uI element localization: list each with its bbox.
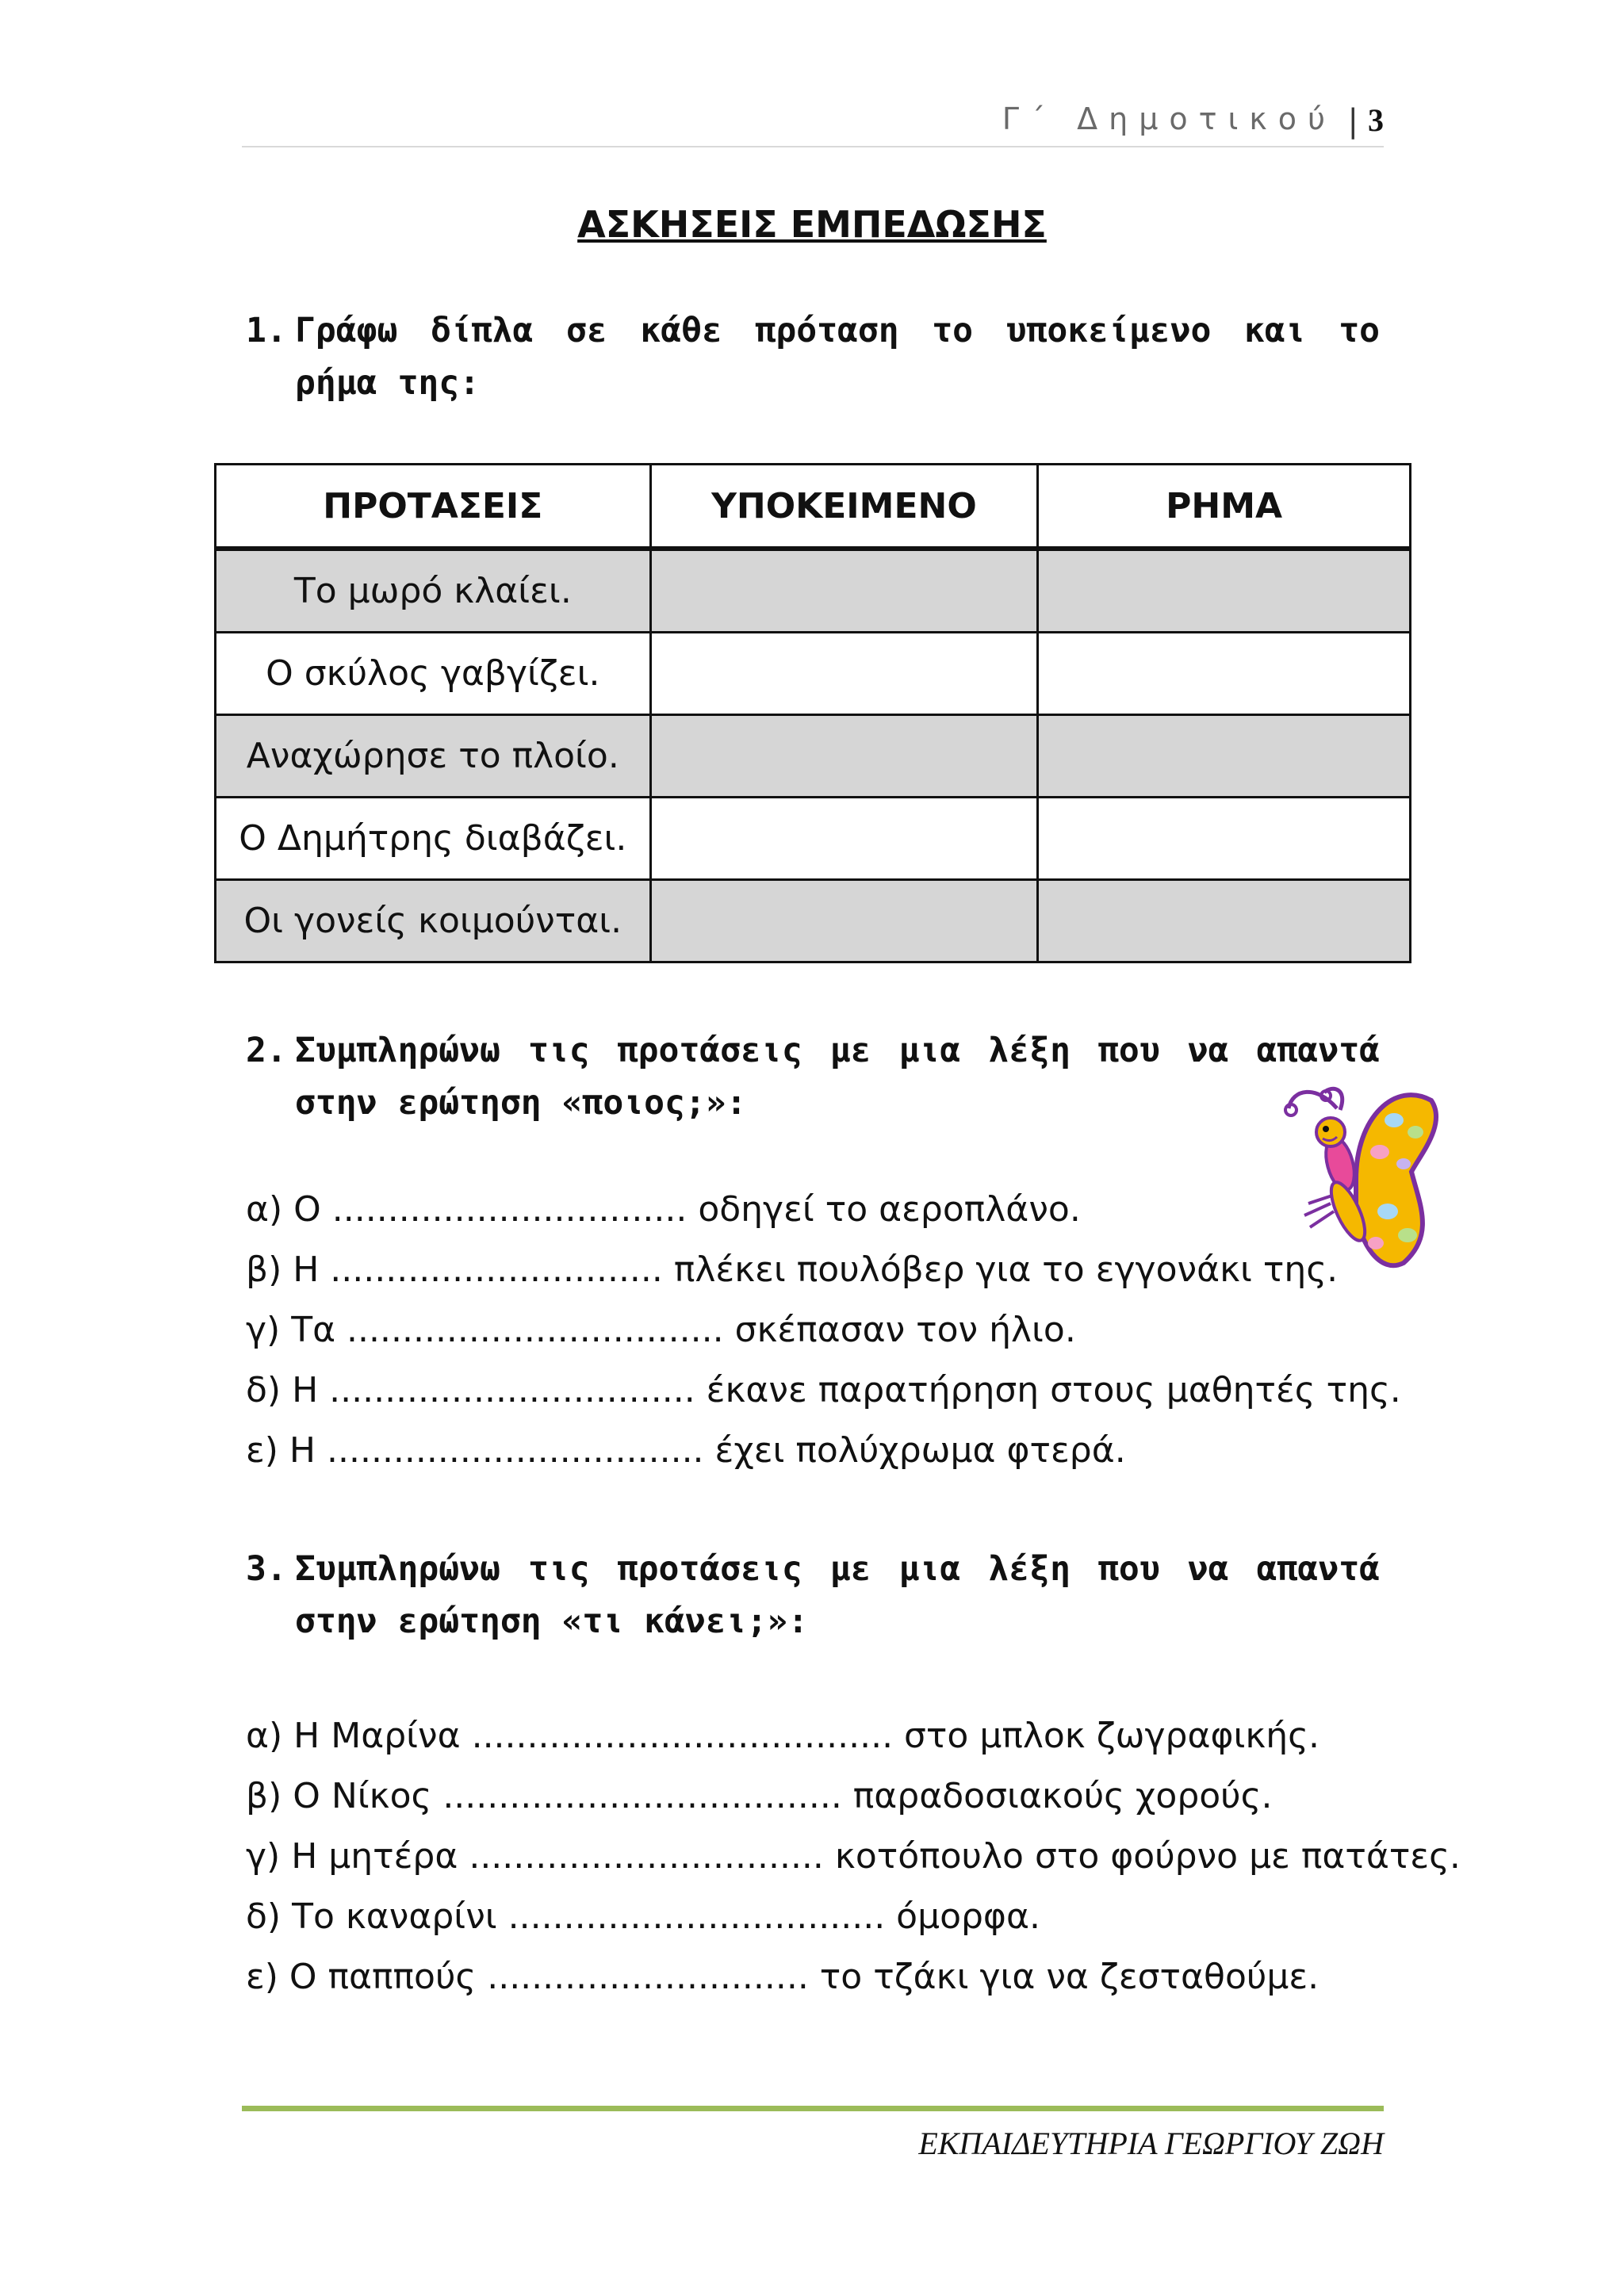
header-subject: ΥΠΟΚΕΙΜΕΝΟ bbox=[650, 465, 1038, 549]
table-header-row bbox=[216, 465, 1411, 549]
sentence-cell: Ο σκύλος γαβγίζει. bbox=[216, 633, 651, 715]
sentence-table bbox=[214, 463, 1411, 963]
fill-in-item[interactable]: α) Η Μαρίνα ...................................... στο μπλοκ ζωγραφικής. bbox=[246, 1716, 1320, 1756]
page-number: 3 bbox=[1368, 102, 1384, 138]
exercise-2-number: 2. bbox=[246, 1031, 287, 1070]
fill-in-item[interactable]: β) Ο Νίκος .................................... παραδοσιακούς χορούς. bbox=[246, 1776, 1273, 1816]
exercise-2-items bbox=[246, 1180, 1401, 1481]
class-label: Γ΄ Δημοτικού bbox=[1002, 101, 1336, 136]
verb-cell[interactable] bbox=[1038, 715, 1411, 798]
footer-author: ΕΚΠΑΙΔΕΥΤΗΡΙΑ ΓΕΩΡΓΙΟΥ ΖΩΗ bbox=[918, 2126, 1384, 2161]
exercise-1-prompt bbox=[246, 304, 1380, 409]
table-row bbox=[216, 880, 1411, 962]
subject-cell[interactable] bbox=[650, 880, 1038, 962]
table-row bbox=[216, 798, 1411, 880]
verb-cell[interactable] bbox=[1038, 880, 1411, 962]
fill-in-item[interactable]: δ) Το καναρίνι .................................. όμορφα. bbox=[246, 1896, 1040, 1937]
page-header bbox=[242, 101, 1384, 147]
exercise-2-prompt bbox=[246, 1024, 1380, 1129]
fill-in-item[interactable]: ε) Ο παππούς ............................. το τζάκι για να ζεσταθούμε. bbox=[246, 1957, 1320, 1997]
header-sentences: ΠΡΟΤΑΣΕΙΣ bbox=[216, 465, 651, 549]
butterfly-icon bbox=[1261, 1085, 1451, 1275]
fill-in-item[interactable]: γ) Τα .................................. σκέπασαν τον ήλιο. bbox=[246, 1310, 1076, 1350]
fill-in-item[interactable]: α) Ο ................................ οδηγεί το αεροπλάνο. bbox=[246, 1189, 1081, 1230]
exercise-3-prompt bbox=[246, 1543, 1380, 1647]
exercise-2-text: Συμπληρώνω τις προτάσεις με μια λέξη που να απαντά στην ερώτηση «ποιος;»: bbox=[295, 1031, 1380, 1123]
exercise-3-number: 3. bbox=[246, 1549, 287, 1589]
header-verb: ΡΗΜΑ bbox=[1038, 465, 1411, 549]
footer-divider bbox=[242, 2106, 1384, 2111]
verb-cell[interactable] bbox=[1038, 549, 1411, 633]
table-row bbox=[216, 633, 1411, 715]
fill-in-item[interactable]: γ) Η μητέρα ................................ κοτόπουλο στο φούρνο με πατάτες. bbox=[246, 1836, 1461, 1877]
verb-cell[interactable] bbox=[1038, 798, 1411, 880]
table-row bbox=[216, 549, 1411, 633]
table-row bbox=[216, 715, 1411, 798]
header-separator: | bbox=[1347, 103, 1358, 140]
sentence-cell: Το μωρό κλαίει. bbox=[216, 549, 651, 633]
fill-in-item[interactable]: ε) Η .................................. έχει πολύχρωμα φτερά. bbox=[246, 1430, 1126, 1471]
exercise-3-text: Συμπληρώνω τις προτάσεις με μια λέξη που να απαντά στην ερώτηση «τι κάνει;»: bbox=[295, 1549, 1380, 1641]
subject-cell[interactable] bbox=[650, 633, 1038, 715]
exercise-1-text: Γράφω δίπλα σε κάθε πρόταση το υποκείμενο και το ρήμα της: bbox=[295, 311, 1380, 403]
page-title: ΑΣΚΗΣΕΙΣ ΕΜΠΕΔΩΣΗΣ bbox=[577, 203, 1047, 246]
fill-in-item[interactable]: δ) Η ................................. έκανε παρατήρηση στους μαθητές της. bbox=[246, 1370, 1401, 1410]
fill-in-item[interactable]: β) Η .............................. πλέκει πουλόβερ για το εγγονάκι της. bbox=[246, 1249, 1339, 1290]
subject-cell[interactable] bbox=[650, 549, 1038, 633]
subject-cell[interactable] bbox=[650, 715, 1038, 798]
subject-cell[interactable] bbox=[650, 798, 1038, 880]
sentence-cell: Οι γονείς κοιμούνται. bbox=[216, 880, 651, 962]
verb-cell[interactable] bbox=[1038, 633, 1411, 715]
sentence-cell: Αναχώρησε το πλοίο. bbox=[216, 715, 651, 798]
sentence-cell: Ο Δημήτρης διαβάζει. bbox=[216, 798, 651, 880]
exercise-1-number: 1. bbox=[246, 311, 287, 350]
exercise-3-items bbox=[246, 1706, 1461, 2007]
